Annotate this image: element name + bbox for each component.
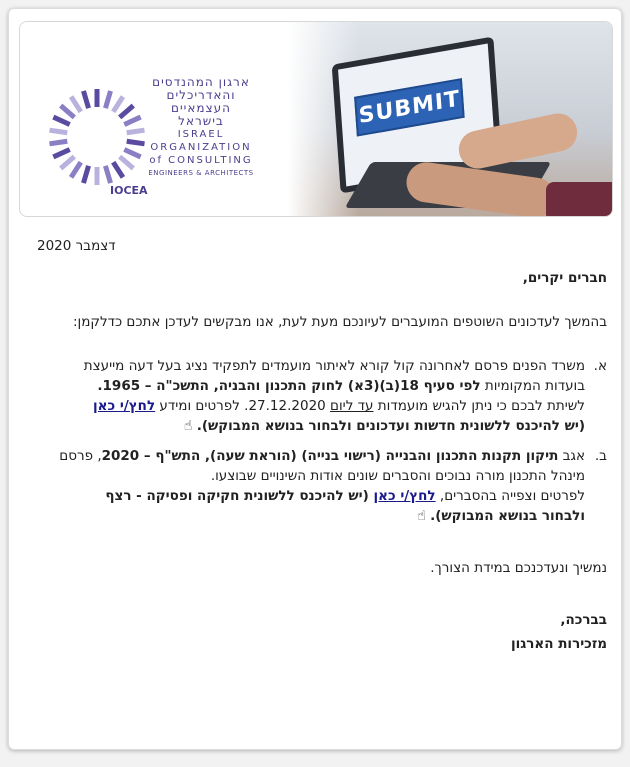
- item-line: [37, 416, 585, 436]
- logo-ring-segment: [105, 91, 110, 108]
- logo-en-line: ISRAEL: [177, 129, 225, 140]
- item-text: לשיתת לבכם כי ניתן להגיש מועמדות: [373, 398, 585, 414]
- law-reference: לפי סעיף 18(ב)(3א) לחוק התכנון והבניה, התשכ"ה – 1965.: [97, 378, 481, 394]
- logo-he-line: והאדריכלים: [166, 88, 236, 102]
- logo-ring-icon: [42, 82, 152, 192]
- list-item-body: [37, 356, 585, 436]
- logo-ring-segment: [71, 97, 81, 112]
- item-line: [37, 396, 585, 416]
- list-item: [37, 356, 607, 436]
- navigation-instruction: ולבחור בנושא המבוקש).: [430, 508, 585, 524]
- logo-ring-segment: [53, 149, 69, 156]
- closing-update: נמשיך ונעדכנכם במידת הצורך.: [430, 560, 607, 576]
- item-text: אגב: [558, 448, 585, 464]
- deadline-label: עד ליום: [330, 398, 374, 414]
- signature: מזכירות הארגון: [510, 636, 607, 652]
- item-line: [37, 486, 585, 506]
- logo-ring-segment: [120, 157, 134, 169]
- logo-ring-segment: [113, 162, 123, 177]
- logo-en-line: ENGINEERS & ARCHITECTS: [148, 169, 254, 177]
- letter-date: דצמבר 2020: [37, 238, 116, 254]
- logo-he-line: בישראל: [178, 114, 224, 128]
- logo-ring-segment: [124, 117, 140, 124]
- item-text: , פרסם: [59, 448, 102, 464]
- banner-photo: [288, 22, 612, 216]
- submit-graphic: SUBMIT: [354, 78, 465, 136]
- list-marker: ב.: [594, 448, 607, 464]
- logo-ring-segment: [53, 117, 69, 124]
- list-marker: א.: [593, 358, 607, 374]
- logo-ring-segment: [71, 162, 81, 177]
- item-text: 27.12.2020. לפרטים ומידע: [155, 398, 331, 414]
- click-here-link[interactable]: לחץ/י כאן: [93, 398, 156, 414]
- item-line: [37, 446, 585, 466]
- item-line: [37, 376, 585, 396]
- logo-ring-segment: [120, 106, 134, 118]
- logo-ring-segment: [61, 157, 75, 169]
- list-item: [37, 446, 607, 526]
- logo-ring-segment: [61, 106, 75, 118]
- signoff: בברכה,: [560, 612, 607, 628]
- logo-en-line: of CONSULTING: [149, 155, 253, 166]
- click-here-link[interactable]: לחץ/י כאן: [373, 488, 436, 504]
- logo-ring-segment: [83, 91, 88, 108]
- logo-ring-segment: [49, 141, 67, 144]
- header-banner: [19, 21, 613, 217]
- item-line: [37, 506, 585, 526]
- list-item-body: [37, 446, 585, 526]
- logo-ring-segment: [113, 97, 123, 112]
- logo-text: [142, 76, 260, 180]
- navigation-instruction: (יש להיכנס ללשונית חקיקה ופסיקה - רצף: [105, 488, 374, 504]
- item-line: מינהל התכנון מורה נבוכים והסברים שונים אודות השינויים שבוצעו.: [210, 468, 585, 484]
- intro-paragraph: בהמשך לעדכונים השוטפים המועברים לעיונכם מעת לעת, אנו מבקשים לעדכן אתכם כדלקמן:: [72, 314, 607, 330]
- logo-ring-segment: [83, 166, 88, 183]
- sleeve-graphic: [546, 182, 612, 216]
- logo-en-line: ORGANIZATION: [150, 142, 252, 153]
- email-card: [8, 8, 622, 750]
- greeting: חברים יקרים,: [522, 270, 607, 286]
- logo-ring-segment: [105, 166, 110, 183]
- navigation-instruction: (יש להיכנס ללשונית חדשות ועדכונים ולבחור בנושא המבוקש).: [196, 418, 585, 434]
- logo-abbreviation: IOCEA: [110, 184, 148, 197]
- logo-ring-segment: [124, 149, 140, 156]
- item-text: בועדות המקומיות: [480, 378, 585, 394]
- logo-he-line: ארגון המהנדסים: [152, 75, 250, 89]
- pointer-hand-icon: ☝: [417, 508, 426, 524]
- regulation-reference: תיקון תקנות התכנון והבנייה (רישוי בנייה) (הוראת שעה), התש"ף – 2020: [101, 448, 559, 464]
- pointer-hand-icon: ☝: [183, 418, 193, 434]
- item-line: משרד הפנים פרסם לאחרונה קול קורא לאיתור מועמדים לתפקיד נציג בעל דעה מייעצת: [83, 358, 585, 374]
- logo-ring-segment: [49, 130, 67, 133]
- item-text: לפרטים וצפייה בהסברים,: [435, 488, 585, 504]
- logo-he-line: העצמאיים: [171, 101, 231, 115]
- organization-logo: [42, 72, 282, 202]
